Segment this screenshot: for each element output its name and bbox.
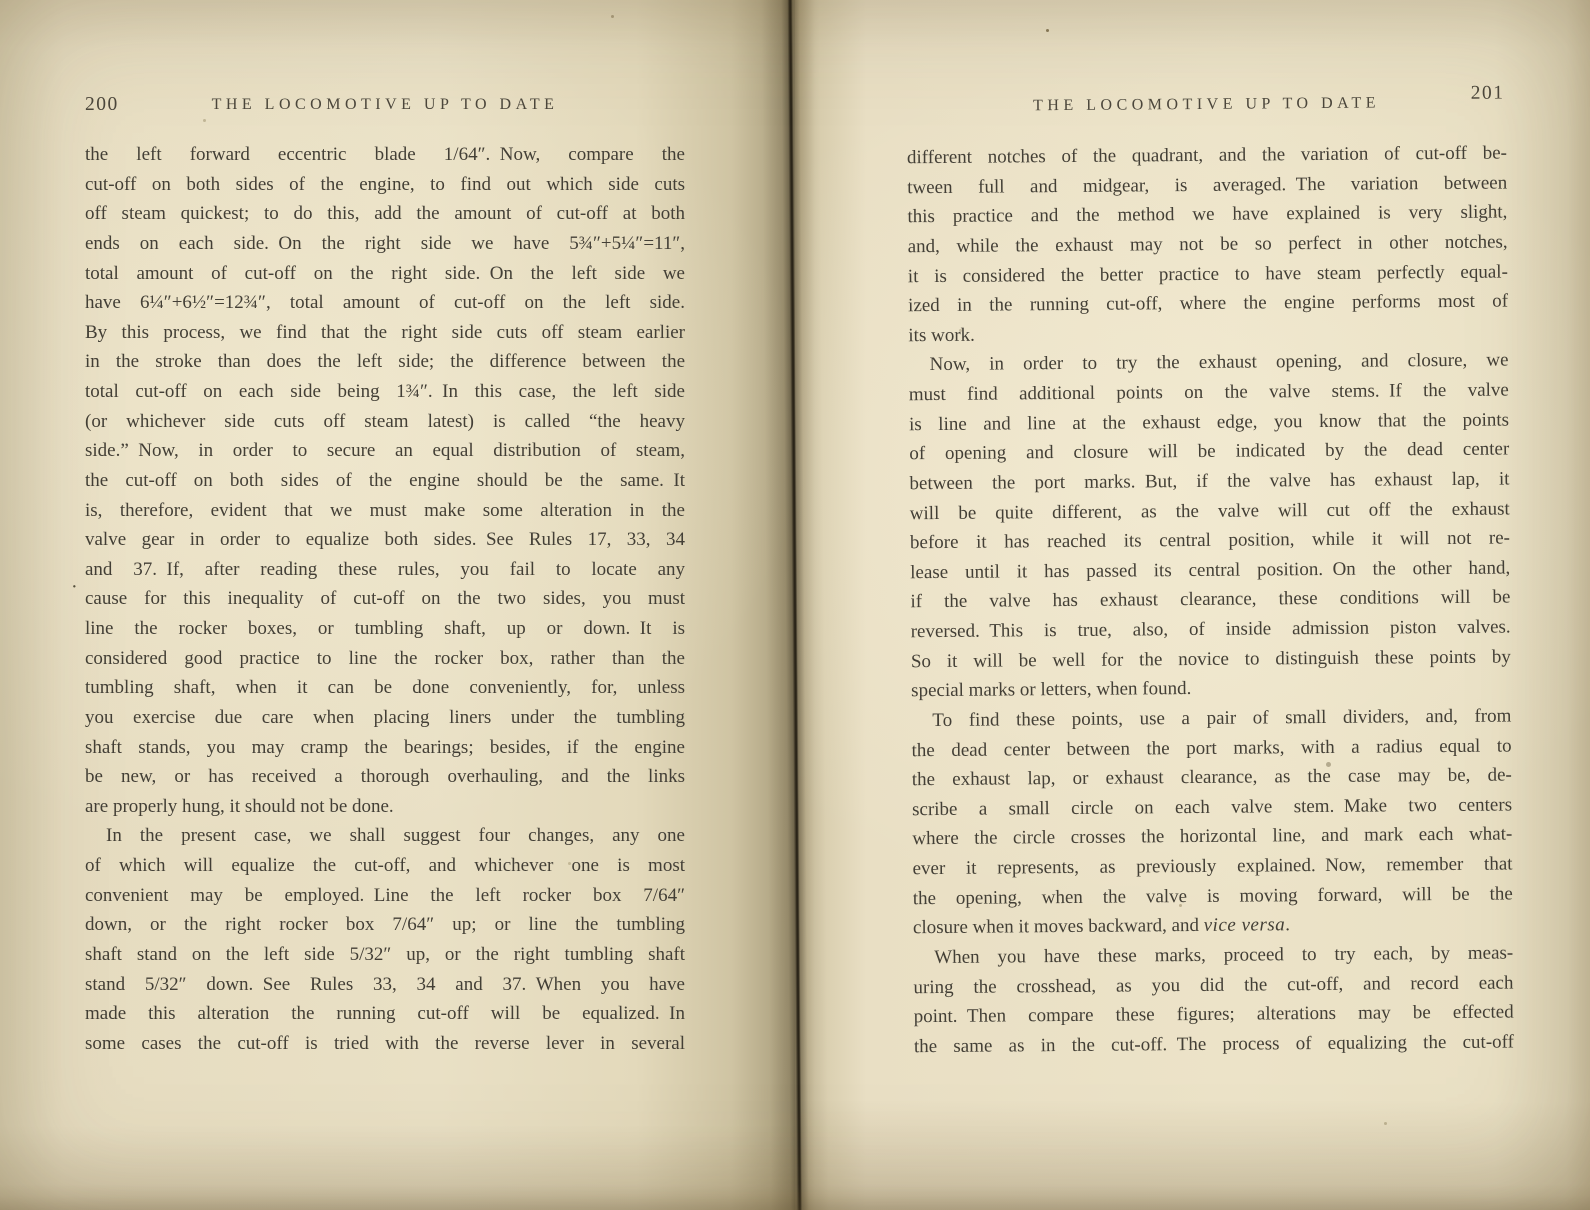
running-title-right: THE LOCOMOTIVE UP TO DATE <box>1033 94 1381 115</box>
book-spine-gutter <box>761 0 829 1210</box>
page-number-right: 201 <box>1470 82 1505 104</box>
text-line: must find additional points on the valve stems. If the valve <box>908 379 1509 406</box>
page-header-left <box>85 93 685 121</box>
text-line: By this process, we find that the right side cuts off steam earlier <box>85 321 685 343</box>
text-line: some cases the cut-off is tried with the reverse lever in several <box>85 1032 685 1054</box>
text-line: side.” Now, in order to secure an equal distribution of steam, <box>85 440 685 462</box>
text-line: reversed. This is true, also, of inside admission piston valves. <box>910 616 1511 643</box>
text-line: stand 5/32″ down. See Rules 33, 34 and 37. When you have <box>85 973 685 995</box>
text-line: of opening and closure will be indicated by the dead center <box>909 438 1510 465</box>
text-line: where the circle crosses the horizontal line, and mark each what- <box>912 823 1513 850</box>
text-line: its work. <box>908 324 975 346</box>
text-line: you exercise due care when placing liners under the tumbling <box>85 706 685 728</box>
text-line: will be quite different, as the valve will cut off the exhaust <box>909 498 1510 524</box>
text-line: total amount of cut-off on the right side. On the left side we <box>85 262 685 284</box>
text-line: shaft stands, you may cramp the bearings; besides, if the engine <box>85 736 685 758</box>
margin-mark: · <box>71 576 78 598</box>
text-line: the dead center between the port marks, with a radius equal to <box>911 735 1512 761</box>
text-line: the left forward eccentric blade 1/64″. Now, compare the <box>85 144 685 165</box>
text-line: So it will be well for the novice to distinguish these points by <box>910 646 1511 672</box>
text-line: before it has reached its central position, while it will not re- <box>909 527 1511 554</box>
text-line: cut-off on both sides of the engine, to find out which side cuts <box>85 173 685 195</box>
text-line: Now, in order to try the exhaust opening, and closure, we <box>929 349 1509 376</box>
text-line: line the rocker boxes, or tumbling shaft, up or down. It is <box>85 618 685 639</box>
text-line: have 6¼″+6½″=12¾″, total amount of cut-off on the left side. <box>85 292 685 314</box>
page-header-right <box>906 82 1506 124</box>
text-line: ends on each side. On the right side we have 5¾″+5¼″=11″, <box>85 232 685 254</box>
text-line: between the port marks. But, if the valve has exhaust lap, it <box>909 468 1510 495</box>
page-right <box>795 0 1590 1210</box>
page-text-right <box>907 139 1514 1062</box>
text-line: scribe a small circle on each valve stem. Make two centers <box>911 794 1513 820</box>
text-line: valve gear in order to equalize both sides. See Rules 17, 33, 34 <box>85 529 685 551</box>
text-line: ized in the running cut-off, where the engine performs most of <box>908 290 1509 317</box>
running-title-left: THE LOCOMOTIVE UP TO DATE <box>211 96 559 113</box>
text-line: the cut-off on both sides of the engine should be the same. It <box>85 469 685 491</box>
text-line: of which will equalize the cut-off, and whichever one is most <box>85 855 685 876</box>
text-line: the exhaust lap, or exhaust clearance, as the case may be, de- <box>911 764 1512 791</box>
text-line: total cut-off on each side being 1¾″. In this case, the left side <box>85 381 685 402</box>
text-line: In the present case, we shall suggest four changes, any one <box>106 825 685 847</box>
text-line: point. Then compare these figures; alterations may be effected <box>913 1001 1514 1028</box>
text-line: lease until it has passed its central position. On the other hand, <box>910 557 1511 583</box>
text-line: tumbling shaft, when it can be done conveniently, for, unless <box>85 677 685 699</box>
text-line: be new, or has received a thorough overhauling, and the links <box>85 766 685 788</box>
text-line: special marks or letters, when found. <box>911 678 1192 702</box>
text-line: different notches of the quadrant, and the variation of cut-off be- <box>906 142 1508 169</box>
text-line: the same as in the cut-off. The process of equalizing the cut-off <box>913 1031 1514 1057</box>
text-line: is, therefore, evident that we must make some alteration in the <box>85 499 685 521</box>
text-line: down, or the right rocker box 7/64″ up; or line the tumbling <box>85 914 685 936</box>
text-line: (or whichever side cuts off steam latest) is called “the heavy <box>85 410 685 432</box>
text-line: it is considered the better practice to have steam perfectly equal- <box>907 261 1508 287</box>
page-number-left: 200 <box>85 94 119 115</box>
page-text-left <box>85 140 685 1058</box>
text-line: off steam quickest; to do this, add the amount of cut-off at both <box>85 203 685 225</box>
text-line: are properly hung, it should not be done. <box>85 795 394 817</box>
text-line: tween full and midgear, is averaged. The variation between <box>907 172 1508 198</box>
text-line: considered good practice to line the rocker box, rather than the <box>85 647 685 669</box>
text-line: and 37. If, after reading these rules, you fail to locate any <box>85 558 685 580</box>
text-line: When you have these marks, proceed to try each, by meas- <box>934 942 1514 968</box>
text-line: is line and line at the exhaust edge, you know that the points <box>908 409 1510 435</box>
text-line: To find these points, use a pair of small dividers, and, from <box>932 705 1512 731</box>
text-line: and, while the exhaust may not be so perfect in other notches, <box>907 231 1508 258</box>
text-line: convenient may be employed. Line the left rocker box 7/64″ <box>85 884 685 906</box>
page-right-content <box>791 0 1590 1210</box>
text-line: made this alteration the running cut-off will be equalized. In <box>85 1003 685 1025</box>
text-line: this practice and the method we have explained is very slight, <box>907 201 1508 228</box>
text-line: uring the crosshead, as you did the cut-off, and record each <box>913 971 1514 998</box>
text-line: if the valve has exhaust clearance, these conditions will be <box>910 586 1511 613</box>
text-line: in the stroke than does the left side; the difference between the <box>85 351 685 373</box>
text-line: shaft stand on the left side 5/32″ up, or the right tumbling shaft <box>85 943 685 965</box>
text-line: the opening, when the valve is moving forward, will be the <box>912 883 1513 909</box>
text-line: closure when it moves backward, and vice versa. <box>912 914 1291 939</box>
text-line: ever it represents, as previously explained. Now, remember that <box>912 853 1513 880</box>
text-line: cause for this inequality of cut-off on the two sides, you must <box>85 588 685 610</box>
